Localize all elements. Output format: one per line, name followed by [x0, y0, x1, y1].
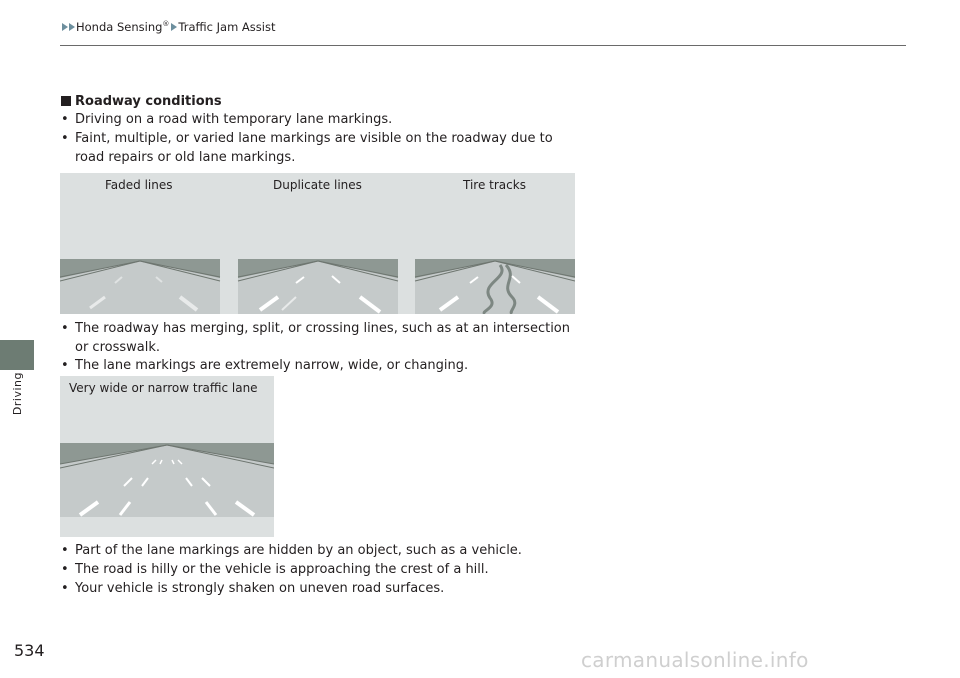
list-item-text: Driving on a road with temporary lane markings.: [75, 112, 393, 127]
list-item-text: Your vehicle is strongly shaken on uneven road surfaces.: [75, 581, 445, 596]
road-wide-illustration: [60, 376, 274, 537]
list-item: • Faint, multiple, or varied lane markings are visible on the roadway due to road repairs or old lane markings.: [61, 129, 581, 167]
road-duplicate-lines: [238, 259, 398, 314]
figure-wide-narrow-lane: [60, 376, 274, 537]
section-tab[interactable]: [0, 340, 34, 370]
section-heading: [61, 94, 222, 109]
label-tire-tracks: Tire tracks: [463, 178, 526, 192]
road-tire-tracks: [415, 259, 575, 314]
list-item-text: Part of the lane markings are hidden by an object, such as a vehicle.: [75, 543, 522, 558]
figure-lane-markings: [60, 173, 575, 314]
header-rule: [60, 45, 906, 46]
list-item: • Your vehicle is strongly shaken on uneven road surfaces.: [61, 579, 621, 598]
breadcrumb-item-traffic-jam-assist[interactable]: Traffic Jam Assist: [178, 20, 276, 34]
breadcrumb-item-honda-sensing[interactable]: Honda Sensing: [76, 20, 163, 34]
road-illustrations: [60, 173, 575, 314]
registered-mark: ®: [162, 20, 170, 29]
watermark: carmanualsonline.info: [581, 648, 809, 672]
label-faded-lines: Faded lines: [105, 178, 173, 192]
list-item: • The lane markings are extremely narrow, wide, or changing.: [61, 356, 621, 375]
breadcrumb-arrow-icon: [171, 23, 177, 31]
section-label: Driving: [11, 372, 24, 416]
breadcrumb-arrow-icon: [69, 23, 75, 31]
breadcrumb-arrow-icon: [62, 23, 68, 31]
list-item: • Driving on a road with temporary lane markings.: [61, 110, 621, 129]
road-faded-lines: [60, 259, 220, 314]
list-item: • The road is hilly or the vehicle is approaching the crest of a hill.: [61, 560, 621, 579]
heading-text: Roadway conditions: [75, 94, 222, 109]
list-item-text: The roadway has merging, split, or crossing lines, such as at an intersection or crosswalk.: [75, 321, 571, 355]
page-number: 534: [14, 641, 45, 660]
list-item: • Part of the lane markings are hidden by an object, such as a vehicle.: [61, 541, 621, 560]
heading-square-icon: [61, 96, 71, 106]
list-item-text: Faint, multiple, or varied lane markings are visible on the roadway due to road repairs or old lane markings.: [75, 131, 553, 165]
label-very-wide-narrow: Very wide or narrow traffic lane: [69, 381, 258, 395]
list-item-text: The road is hilly or the vehicle is approaching the crest of a hill.: [75, 562, 489, 577]
list-item-text: The lane markings are extremely narrow, wide, or changing.: [75, 358, 469, 373]
list-item: • The roadway has merging, split, or crossing lines, such as at an intersection or crosswalk.: [61, 319, 581, 357]
label-duplicate-lines: Duplicate lines: [273, 178, 362, 192]
breadcrumb: [62, 20, 275, 34]
